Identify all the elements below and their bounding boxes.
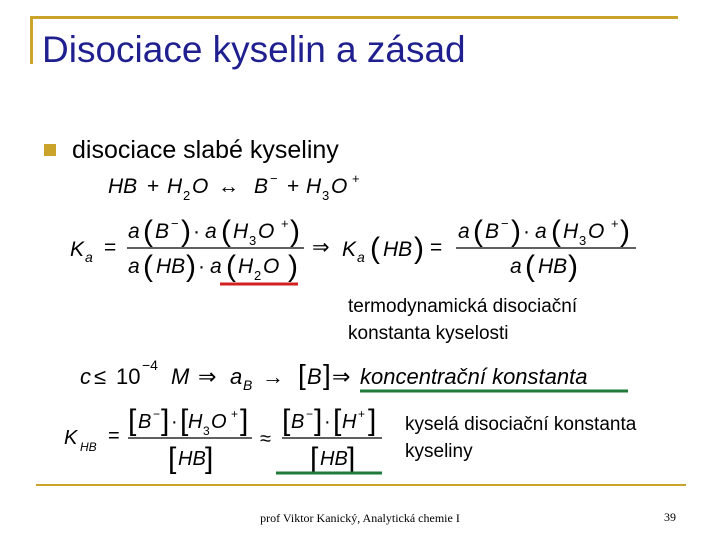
svg-text:3: 3 bbox=[249, 233, 257, 248]
svg-text:HB: HB bbox=[80, 440, 97, 454]
dissociation-equation bbox=[108, 171, 360, 203]
thermodynamic-constant-note bbox=[348, 293, 577, 347]
concentration-constant-label: koncentrační konstanta bbox=[360, 364, 588, 389]
svg-text:): ) bbox=[620, 215, 630, 248]
svg-text:B: B bbox=[138, 411, 152, 433]
svg-text:): ) bbox=[288, 250, 298, 283]
svg-text:]: ] bbox=[161, 404, 170, 437]
svg-text:a: a bbox=[535, 220, 547, 243]
svg-text:·: · bbox=[324, 411, 331, 433]
svg-text:HB: HB bbox=[538, 255, 568, 278]
svg-text:O: O bbox=[588, 220, 605, 243]
svg-text:): ) bbox=[186, 250, 196, 283]
svg-text:(: ( bbox=[473, 215, 483, 248]
svg-text:a: a bbox=[510, 255, 522, 278]
svg-text:HB: HB bbox=[178, 448, 206, 470]
svg-text:→: → bbox=[262, 364, 284, 389]
svg-text:]: ] bbox=[368, 404, 377, 437]
svg-text:a: a bbox=[210, 255, 222, 278]
svg-text:H: H bbox=[563, 220, 579, 243]
svg-text:): ) bbox=[511, 215, 521, 248]
svg-text:(: ( bbox=[525, 250, 535, 283]
svg-text:+: + bbox=[147, 175, 160, 198]
svg-text:O: O bbox=[258, 220, 275, 243]
acid-constant-note bbox=[405, 411, 636, 465]
svg-text:↔: ↔ bbox=[218, 175, 239, 198]
svg-text:−: − bbox=[501, 216, 509, 231]
svg-text:c: c bbox=[80, 364, 91, 389]
svg-text:K: K bbox=[342, 238, 357, 261]
svg-text:a: a bbox=[128, 255, 140, 278]
svg-text:−: − bbox=[171, 216, 179, 231]
svg-text:[: [ bbox=[298, 359, 306, 390]
svg-text:HB: HB bbox=[320, 448, 348, 470]
page-number: 39 bbox=[664, 510, 676, 524]
svg-text:a: a bbox=[458, 220, 470, 243]
slide-title: Disociace kyselin a zásad bbox=[42, 29, 466, 70]
svg-text:H: H bbox=[167, 175, 183, 198]
svg-text:B: B bbox=[307, 364, 322, 389]
footer bbox=[0, 511, 720, 526]
svg-text:=: = bbox=[430, 236, 443, 259]
svg-text:K: K bbox=[70, 238, 85, 261]
svg-text:10: 10 bbox=[116, 364, 141, 389]
note-line: kyselá disociační konstanta bbox=[405, 414, 637, 435]
svg-text:[: [ bbox=[180, 404, 189, 437]
svg-text:+: + bbox=[287, 175, 300, 198]
svg-text:HB: HB bbox=[108, 175, 138, 198]
svg-text:2: 2 bbox=[254, 268, 262, 283]
svg-text:[: [ bbox=[310, 442, 319, 475]
svg-text:[: [ bbox=[282, 404, 291, 437]
svg-text:·: · bbox=[171, 411, 178, 433]
svg-text:(: ( bbox=[143, 250, 153, 283]
svg-text:H: H bbox=[238, 255, 254, 278]
svg-text:+: + bbox=[352, 171, 360, 186]
bullet-text: disociace slabé kyseliny bbox=[72, 136, 339, 164]
svg-text:HB: HB bbox=[383, 238, 413, 261]
footer-rule bbox=[36, 484, 686, 486]
svg-text:HB: HB bbox=[156, 255, 186, 278]
note-line: kyseliny bbox=[405, 441, 473, 462]
svg-text:=: = bbox=[108, 425, 120, 447]
svg-text:): ) bbox=[181, 215, 191, 248]
svg-text:]: ] bbox=[205, 442, 214, 475]
footer-text: prof Viktor Kanický, Analytická chemie I bbox=[260, 511, 460, 525]
svg-text:O: O bbox=[331, 175, 348, 198]
svg-text:−: − bbox=[306, 407, 314, 421]
svg-text:a: a bbox=[357, 249, 365, 265]
svg-text:B: B bbox=[254, 175, 269, 198]
svg-text:≤: ≤ bbox=[94, 364, 107, 389]
svg-text:H: H bbox=[306, 175, 322, 198]
svg-text:O: O bbox=[263, 255, 280, 278]
svg-text:[: [ bbox=[168, 442, 177, 475]
svg-text:(: ( bbox=[226, 250, 236, 283]
svg-text:O: O bbox=[211, 411, 227, 433]
svg-text:M: M bbox=[171, 364, 190, 389]
svg-text:·: · bbox=[198, 255, 205, 278]
svg-text:⇒: ⇒ bbox=[332, 364, 351, 389]
thermodynamic-constant-equation bbox=[70, 215, 636, 284]
svg-text:B: B bbox=[291, 411, 305, 433]
svg-text:]: ] bbox=[240, 404, 249, 437]
svg-text:H: H bbox=[342, 411, 357, 433]
svg-text:O: O bbox=[192, 175, 209, 198]
svg-text:[: [ bbox=[333, 404, 342, 437]
svg-text:B: B bbox=[243, 377, 253, 393]
svg-text:a: a bbox=[128, 220, 140, 243]
concentration-condition bbox=[80, 357, 628, 393]
svg-text:): ) bbox=[414, 232, 424, 265]
svg-text:[: [ bbox=[128, 404, 137, 437]
note-line: konstanta kyselosti bbox=[348, 323, 509, 344]
svg-text:+: + bbox=[358, 407, 366, 421]
svg-text:): ) bbox=[290, 215, 300, 248]
svg-text:B: B bbox=[485, 220, 500, 243]
note-line: termodynamická disociační bbox=[348, 296, 578, 317]
svg-text:]: ] bbox=[314, 404, 323, 437]
svg-text:(: ( bbox=[143, 215, 153, 248]
svg-text:H: H bbox=[233, 220, 249, 243]
svg-text:a: a bbox=[230, 364, 243, 389]
svg-text:(: ( bbox=[551, 215, 561, 248]
svg-text:): ) bbox=[568, 250, 578, 283]
svg-text:a: a bbox=[205, 220, 217, 243]
svg-text:]: ] bbox=[347, 442, 356, 475]
svg-text:·: · bbox=[523, 220, 530, 243]
svg-text:a: a bbox=[85, 249, 93, 265]
svg-text:⇒: ⇒ bbox=[312, 236, 330, 259]
svg-text:]: ] bbox=[323, 359, 331, 390]
svg-text:K: K bbox=[64, 427, 78, 449]
svg-text:−: − bbox=[153, 407, 161, 421]
svg-text:3: 3 bbox=[322, 188, 330, 203]
svg-text:3: 3 bbox=[579, 233, 587, 248]
svg-text:−4: −4 bbox=[142, 357, 158, 373]
svg-text:(: ( bbox=[221, 215, 231, 248]
svg-text:≈: ≈ bbox=[260, 428, 271, 450]
svg-text:=: = bbox=[104, 236, 117, 259]
svg-text:·: · bbox=[193, 220, 200, 243]
svg-text:2: 2 bbox=[183, 188, 191, 203]
svg-text:H: H bbox=[188, 411, 203, 433]
svg-text:+: + bbox=[611, 216, 619, 231]
svg-text:+: + bbox=[231, 407, 239, 421]
svg-text:−: − bbox=[270, 171, 278, 186]
svg-text:3: 3 bbox=[203, 424, 210, 438]
acid-dissociation-equation bbox=[64, 404, 382, 475]
svg-text:⇒: ⇒ bbox=[198, 364, 217, 389]
svg-text:+: + bbox=[281, 216, 289, 231]
svg-text:B: B bbox=[155, 220, 170, 243]
svg-text:(: ( bbox=[370, 232, 380, 265]
